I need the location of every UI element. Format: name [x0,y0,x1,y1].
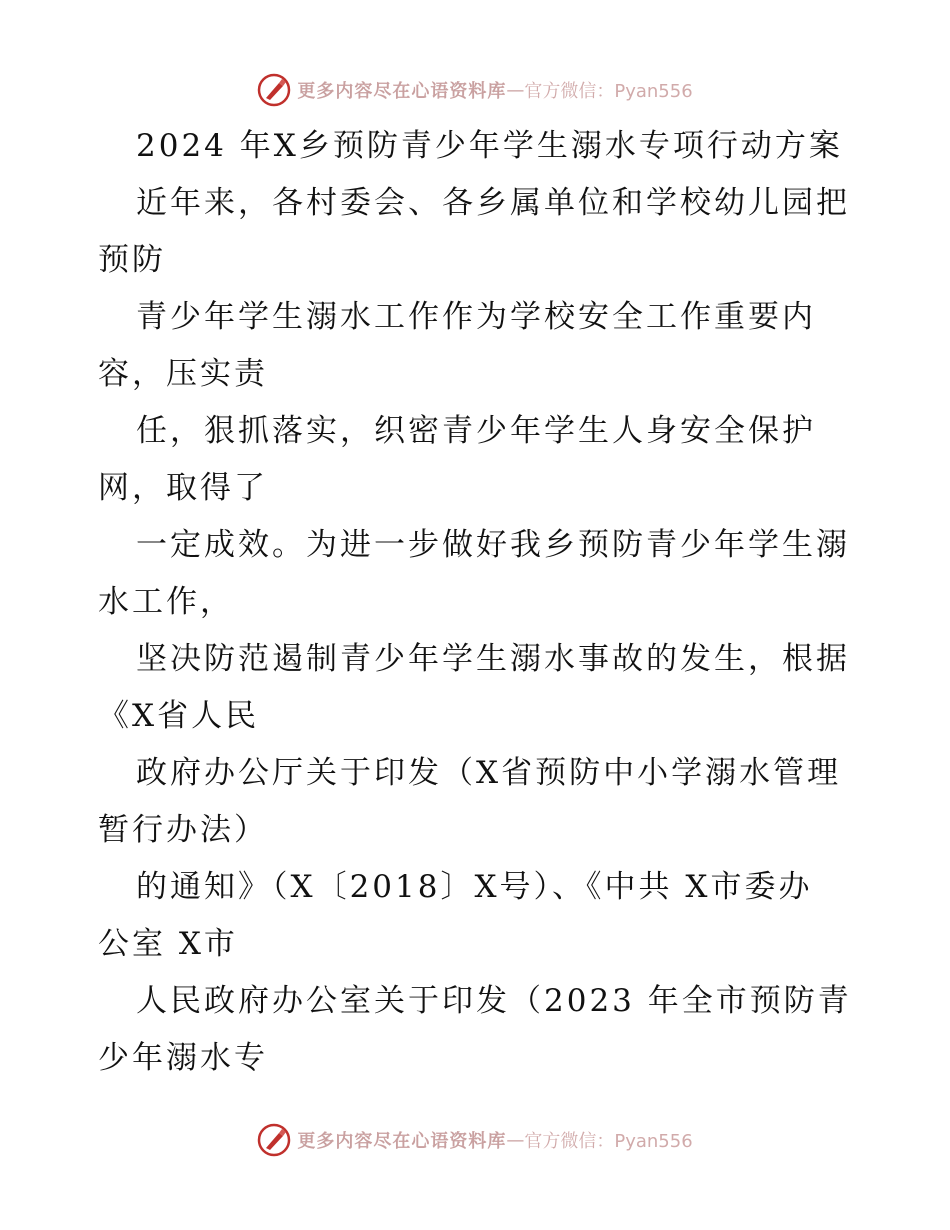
paragraph-line: 政府办公厅关于印发（X省预防中小学溺水管理 [136,755,842,791]
pen-logo-icon [257,73,291,107]
paragraph-line: 少年溺水专 [98,1040,268,1076]
footer-watermark [0,1120,950,1160]
paragraph-line: 人民政府办公室关于印发（2023 年全市预防青 [136,983,852,1019]
paragraph-line: 公室 X市 [98,926,238,962]
watermark-site-name: 更多内容尽在心语资料库 [297,81,507,102]
watermark-contact: 官方微信：Pyan556 [524,81,693,102]
watermark-site-name: 更多内容尽在心语资料库 [297,1131,507,1152]
paragraph-line: 的通知》（X〔2018〕X号）、《中共 X市委办 [136,869,813,905]
watermark-separator: — [506,79,525,101]
paragraph-line: 预防 [98,242,166,278]
paragraph-line: 网，取得了 [98,470,268,506]
document-title: 2024 年X乡预防青少年学生溺水专项行动方案 [136,128,843,164]
paragraph-line: 《X省人民 [98,698,260,734]
paragraph-line: 一定成效。为进一步做好我乡预防青少年学生溺 [136,527,850,563]
pen-logo-icon [257,1123,291,1157]
paragraph-line: 青少年学生溺水工作作为学校安全工作重要内 [136,299,816,335]
paragraph-line: 容，压实责 [98,356,268,392]
header-watermark [0,70,950,110]
watermark-separator: — [506,1129,525,1151]
watermark-contact: 官方微信：Pyan556 [524,1131,693,1152]
paragraph-line: 水工作， [98,584,234,620]
paragraph-line: 近年来，各村委会、各乡属单位和学校幼儿园把 [136,185,850,221]
document-body [98,118,858,1087]
paragraph-line: 任，狠抓落实，织密青少年学生人身安全保护 [136,413,816,449]
paragraph-line: 坚决防范遏制青少年学生溺水事故的发生，根据 [136,641,850,677]
paragraph-line: 暂行办法） [98,812,268,848]
